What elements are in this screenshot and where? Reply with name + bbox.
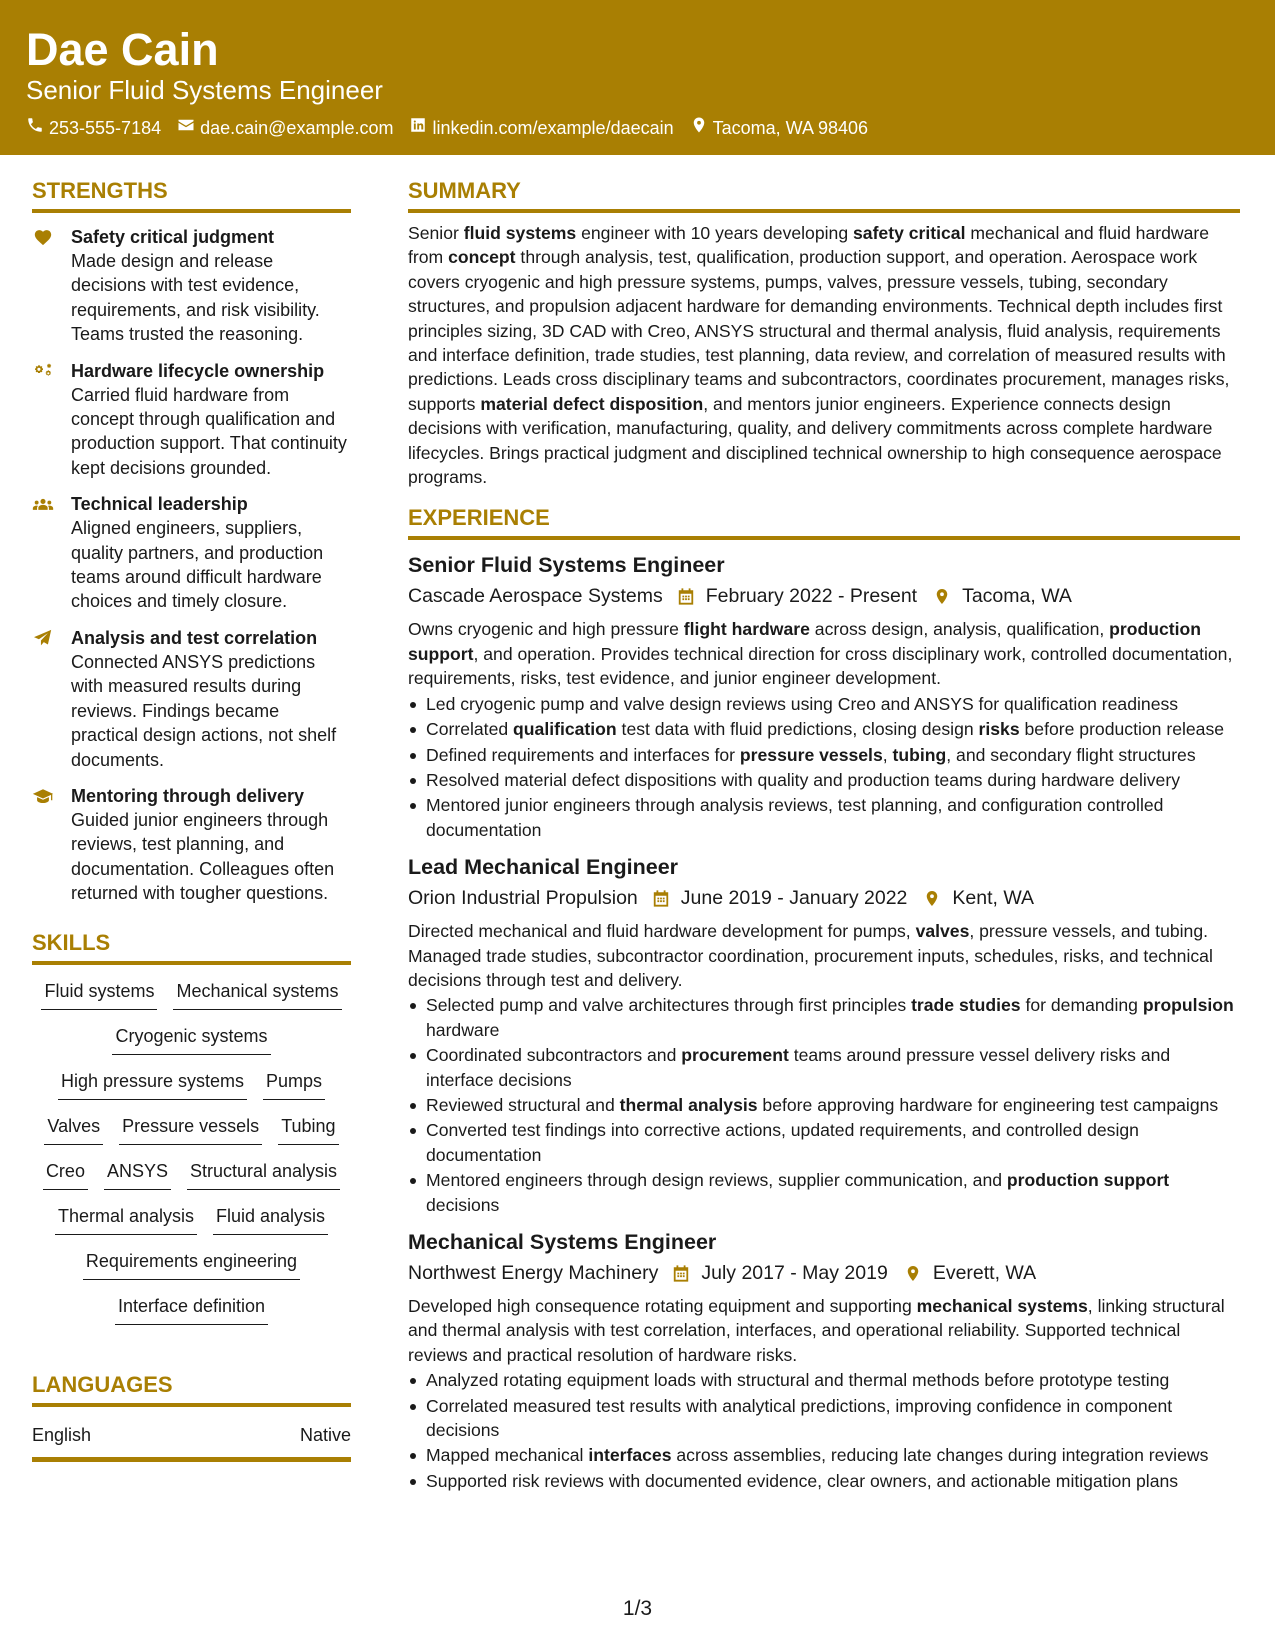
skill-tag: Mechanical systems — [173, 979, 341, 1010]
strength-description: Connected ANSYS predictions with measured results during reviews. Findings became practical design actions, not shelf documents. — [71, 651, 337, 770]
emphasis-text: pressure vessels — [739, 744, 883, 765]
job-entry — [408, 550, 1240, 842]
right-column — [408, 176, 1240, 1493]
job-dates: February 2022 - Present — [705, 585, 918, 608]
skill-tag: Pressure vessels — [119, 1114, 262, 1145]
emphasis-text: safety critical — [853, 223, 966, 243]
gears-icon — [32, 359, 71, 481]
job-title: Mechanical Systems Engineer — [408, 1230, 717, 1254]
envelope-icon — [177, 115, 195, 141]
map-pin-icon — [690, 115, 708, 141]
strength-item — [32, 626, 351, 772]
emphasis-text: concept — [448, 247, 516, 268]
job-bullets — [408, 993, 1240, 1217]
emphasis-text: mechanical systems — [916, 1296, 1088, 1316]
job-location: Kent, WA — [952, 887, 1035, 910]
skill-row — [32, 1114, 351, 1159]
skill-row — [32, 1294, 351, 1339]
company-name: Northwest Energy Machinery — [408, 1262, 659, 1284]
company-name: Orion Industrial Propulsion — [408, 887, 638, 910]
job-list — [408, 550, 1240, 1493]
job-meta — [408, 1258, 1240, 1288]
emphasis-text: thermal analysis — [619, 1094, 758, 1115]
skill-tag: Fluid analysis — [213, 1204, 328, 1235]
skill-tag: Cryogenic systems — [112, 1024, 270, 1055]
strength-title: Technical leadership — [71, 494, 248, 515]
location-text: Tacoma, WA 98406 — [712, 118, 869, 138]
bullet-item: Reviewed structural and thermal analysis before approving hardware for engineering test campaigns — [408, 1093, 1240, 1117]
skill-row — [32, 1024, 351, 1069]
emphasis-text: interfaces — [588, 1445, 672, 1466]
skill-tag: Fluid systems — [41, 979, 157, 1010]
strength-item — [32, 492, 351, 614]
contact-linkedin[interactable] — [409, 115, 673, 141]
skill-tag: Requirements engineering — [83, 1249, 300, 1280]
resume-header — [0, 0, 1275, 155]
contact-bar — [26, 115, 868, 141]
bullet-item: Correlated measured test results with analytical predictions, improving confidence in component decisions — [408, 1394, 1240, 1443]
emphasis-text: tubing — [892, 744, 947, 765]
language-level: Native — [299, 1424, 351, 1445]
skills-heading: SKILLS — [32, 928, 351, 965]
heart-icon — [32, 225, 71, 347]
emphasis-text: valves — [915, 921, 970, 942]
job-title: Lead Mechanical Engineer — [408, 855, 679, 880]
bullet-item: Mapped mechanical interfaces across assemblies, reducing late changes during integration reviews — [408, 1443, 1240, 1467]
strengths-heading: STRENGTHS — [32, 176, 351, 213]
strength-description: Aligned engineers, suppliers, quality partners, and production teams around difficult hardware choices and timely closure. — [71, 518, 324, 612]
job-bullets — [408, 1368, 1240, 1493]
skill-tag: Tubing — [278, 1114, 338, 1145]
bullet-item: Selected pump and valve architectures through first principles trade studies for demanding propulsion hardware — [408, 993, 1240, 1042]
bullet-item: Correlated qualification test data with fluid predictions, closing design risks before production release — [408, 717, 1240, 741]
calendar-icon — [638, 889, 681, 908]
graduation-cap-icon — [32, 784, 71, 906]
phone-text: 253-555-7184 — [49, 118, 162, 138]
emphasis-text: flight hardware — [683, 619, 810, 640]
emphasis-text: fluid systems — [463, 223, 577, 243]
job-bullets — [408, 692, 1240, 842]
contact-email[interactable] — [177, 115, 393, 141]
job-dates: July 2017 - May 2019 — [701, 1262, 888, 1284]
strength-description: Made design and release decisions with test evidence, requirements, and risk visibility. Teams trusted the reasoning. — [71, 251, 320, 345]
phone-icon — [26, 115, 44, 141]
language-row — [32, 1407, 351, 1462]
emphasis-text: production support — [408, 619, 1202, 664]
skill-row — [32, 979, 351, 1024]
linkedin-text: linkedin.com/example/daecain — [432, 118, 674, 138]
skills-list — [32, 979, 351, 1339]
strength-description: Carried fluid hardware from concept through qualification and production support. That continuity kept decisions grounded. — [71, 384, 347, 478]
bullet-item: Analyzed rotating equipment loads with structural and thermal methods before prototype testing — [408, 1368, 1240, 1392]
email-text: dae.cain@example.com — [200, 118, 394, 138]
job-location: Tacoma, WA — [962, 585, 1072, 608]
calendar-icon — [663, 587, 706, 606]
job-description: Owns cryogenic and high pressure flight hardware across design, analysis, qualification, production support, and operation. Provides technical direction for cross disciplinary work, controlled documentation, requirements, risks, test evidence, and junior engineer development. — [408, 619, 1233, 689]
experience-section — [408, 503, 1240, 1493]
strength-title: Mentoring through delivery — [71, 785, 305, 806]
company-name: Cascade Aerospace Systems — [408, 585, 663, 608]
left-column — [32, 176, 351, 1462]
candidate-name: Dae Cain — [26, 24, 219, 75]
skill-tag: Structural analysis — [187, 1159, 340, 1190]
summary-heading: SUMMARY — [408, 176, 1240, 213]
language-name: English — [32, 1424, 92, 1445]
bullet-item: Led cryogenic pump and valve design reviews using Creo and ANSYS for qualification readiness — [408, 692, 1240, 716]
bullet-item: Supported risk reviews with documented evidence, clear owners, and actionable mitigation plans — [408, 1469, 1240, 1493]
emphasis-text: trade studies — [911, 995, 1021, 1016]
job-meta — [408, 581, 1240, 611]
experience-heading: EXPERIENCE — [408, 503, 1240, 540]
skill-tag: High pressure systems — [58, 1069, 247, 1100]
summary-text: Senior fluid systems engineer with 10 years developing safety critical mechanical and fluid hardware from concept through analysis, test, qualification, production support, and operation. Aerospace work covers cryogenic and high pressure systems, pumps, valves, pressure vessels, tubing, secondary structures, and propulsion adjacent hardware for demanding environments. Technical depth includes first principles sizing, 3D CAD with Creo, ANSYS structural and thermal analysis, fluid analysis, requirements and interface definition, trade studies, test planning, data review, and correlation of measured results with predictions. Leads cross disciplinary teams and subcontractors, coordinates procurement, manages risks, supports material defect disposition, and mentors junior engineers. Experience connects design decisions with verification, manufacturing, quality, and delivery commitments across complete hardware lifecycles. Brings practical judgment and disciplined technical ownership to high consequence aerospace programs. — [408, 223, 1230, 488]
bullet-item: Coordinated subcontractors and procurement teams around pressure vessel delivery risks and interface decisions — [408, 1043, 1240, 1092]
skill-tag: Pumps — [263, 1069, 325, 1100]
bullet-item: Mentored engineers through design reviews, supplier communication, and production support decisions — [408, 1168, 1240, 1217]
map-pin-icon — [888, 1264, 933, 1283]
bullet-item: Resolved material defect dispositions with quality and production teams during hardware delivery — [408, 768, 1240, 792]
emphasis-text: risks — [978, 719, 1020, 740]
languages-section — [32, 1370, 351, 1462]
map-pin-icon — [917, 587, 962, 606]
skill-row — [32, 1069, 351, 1114]
map-pin-icon — [907, 889, 952, 908]
languages-heading: LANGUAGES — [32, 1370, 351, 1407]
strength-item — [32, 784, 351, 906]
job-entry — [408, 852, 1240, 1217]
skill-tag: ANSYS — [104, 1159, 171, 1190]
job-meta — [408, 883, 1240, 913]
candidate-title: Senior Fluid Systems Engineer — [26, 75, 383, 105]
skill-tag: Interface definition — [115, 1294, 268, 1325]
strengths-list — [32, 225, 351, 906]
strength-item — [32, 359, 351, 481]
bullet-item: Converted test findings into corrective actions, updated requirements, and controlled design documentation — [408, 1118, 1240, 1167]
emphasis-text: qualification — [513, 719, 617, 740]
paper-plane-icon — [32, 626, 71, 772]
linkedin-icon — [409, 115, 427, 141]
skills-section — [32, 928, 351, 1339]
job-entry — [408, 1227, 1240, 1493]
strength-item — [32, 225, 351, 347]
skill-tag: Valves — [44, 1114, 103, 1145]
strength-title: Safety critical judgment — [71, 227, 275, 247]
strength-description: Guided junior engineers through reviews, test planning, and documentation. Colleagues often returned with tougher questions. — [71, 809, 335, 904]
skill-tag: Creo — [43, 1159, 88, 1190]
bullet-item: Defined requirements and interfaces for pressure vessels, tubing, and secondary flight structures — [408, 743, 1240, 767]
calendar-icon — [658, 1264, 701, 1283]
contact-phone[interactable] — [26, 115, 161, 141]
skill-tag: Thermal analysis — [55, 1204, 197, 1235]
emphasis-text: material defect disposition — [480, 393, 704, 414]
job-dates: June 2019 - January 2022 — [680, 887, 908, 910]
job-description: Directed mechanical and fluid hardware development for pumps, valves, pressure vessels, and tubing. Managed trade studies, subcontractor coordination, procurement inputs, schedules, risks, and technical decisions through test and delivery. — [408, 921, 1213, 990]
emphasis-text: production support — [1006, 1170, 1170, 1191]
strength-title: Analysis and test correlation — [71, 627, 318, 648]
emphasis-text: propulsion — [1142, 995, 1234, 1016]
contact-location — [690, 115, 868, 141]
users-icon — [32, 492, 71, 614]
skill-row — [32, 1159, 351, 1204]
skill-row — [32, 1204, 351, 1249]
job-location: Everett, WA — [932, 1262, 1037, 1284]
strength-title: Hardware lifecycle ownership — [71, 360, 325, 381]
job-title: Senior Fluid Systems Engineer — [408, 553, 725, 578]
skill-row — [32, 1249, 351, 1294]
emphasis-text: procurement — [681, 1045, 789, 1066]
page-number: 1/3 — [622, 1597, 653, 1620]
job-description: Developed high consequence rotating equipment and supporting mechanical systems, linking structural and thermal analysis with test correlation, interfaces, and operational reliability. Supported technical reviews and practical resolution of hardware risks. — [408, 1296, 1225, 1365]
bullet-item: Mentored junior engineers through analysis reviews, test planning, and configuration controlled documentation — [408, 793, 1240, 842]
